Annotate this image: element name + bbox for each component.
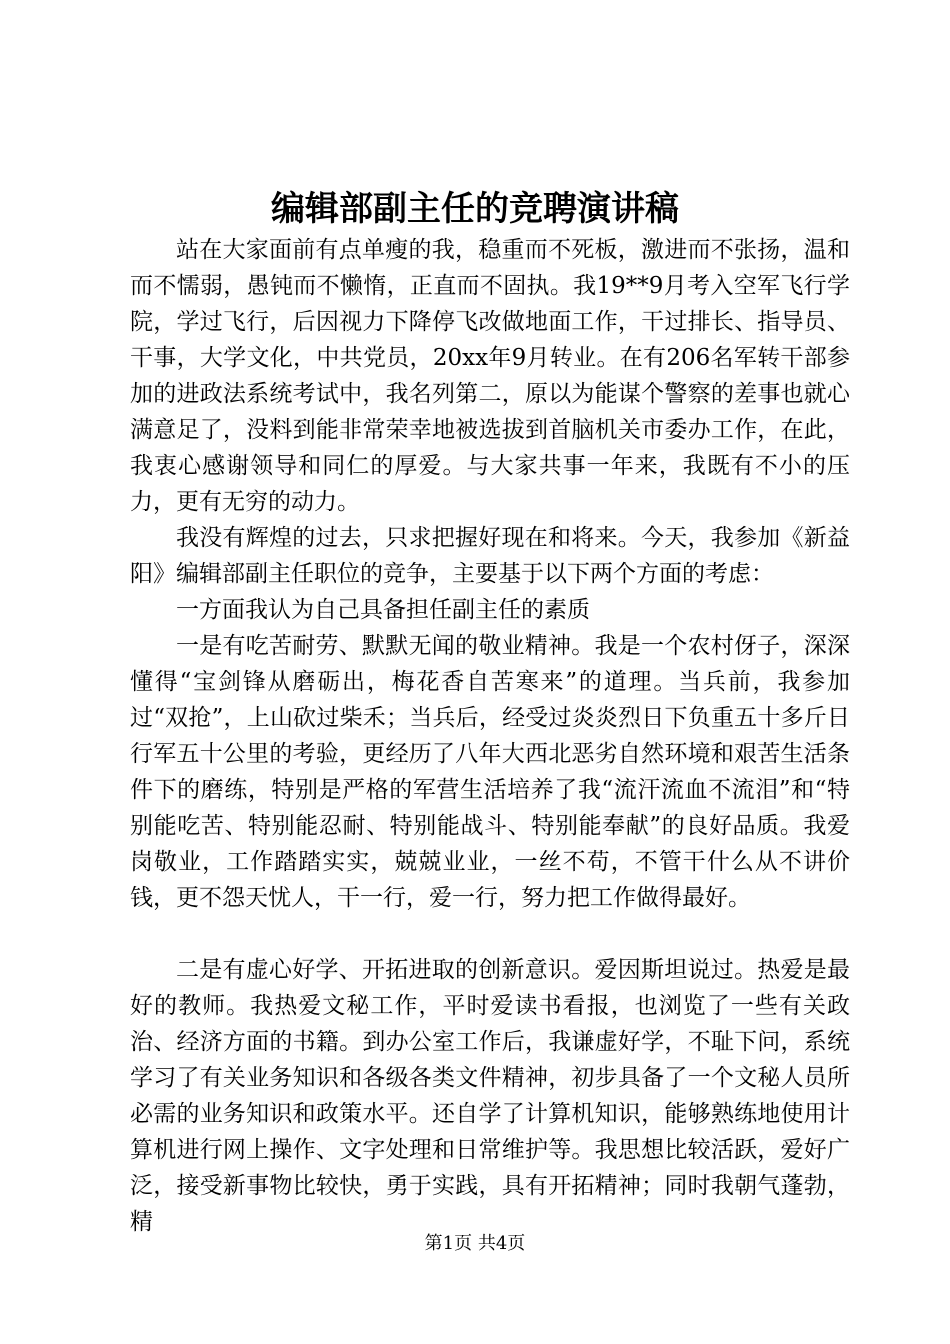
document-body	[130, 232, 850, 1240]
page-number-footer: 第1页 共4页	[424, 1233, 526, 1254]
paragraph-point-one: 一是有吃苦耐劳、默默无闻的敬业精神。我是一个农村伢子，深深懂得“宝剑锋从磨砺出，梅花香自苦寒来”的道理。当兵前，我参加过“双抢”，上山砍过柴禾；当兵后，经受过炎炎烈日下负重五十多斤日行军五十公里的考验，更经历了八年大西北恶劣自然环境和艰苦生活条件下的磨练，特别是严格的军营生活培养了我“流汗流血不流泪”和“特别能吃苦、特别能忍耐、特别能战斗、特别能奉献”的良好品质。我爱岗敬业，工作踏踏实实，兢兢业业，一丝不苟，不管干什么从不讲价钱，更不怨天忧人，干一行，爱一行，努力把工作做得最好。	[130, 633, 850, 911]
paragraph-section-heading: 一方面我认为自己具备担任副主任的素质	[176, 597, 590, 623]
paragraph-motivation: 我没有辉煌的过去，只求把握好现在和将来。今天，我参加《新益阳》编辑部副主任职位的竞争，主要基于以下两个方面的考虑：	[130, 525, 850, 587]
paragraph-intro: 站在大家面前有点单瘦的我，稳重而不死板，激进而不张扬，温和而不懦弱，愚钝而不懒惰，正直而不固执。我19**9月考入空军飞行学院，学过飞行，后因视力下降停飞改做地面工作，干过排长、指导员、干事，大学文化，中共党员，20xx年9月转业。在有206名军转干部参加的进政法系统考试中，我名列第二，原以为能谋个警察的差事也就心满意足了，没料到能非常荣幸地被选拔到首脑机关市委办工作，在此，我衷心感谢领导和同仁的厚爱。与大家共事一年来，我既有不小的压力，更有无穷的动力。	[130, 237, 850, 515]
paragraph-point-two: 二是有虚心好学、开拓进取的创新意识。爱因斯坦说过。热爱是最好的教师。我热爱文秘工作，平时爱读书看报，也浏览了一些有关政治、经济方面的书籍。到办公室工作后，我谦虚好学，不耻下问，系统学习了有关业务知识和各级各类文件精神，初步具备了一个文秘人员所必需的业务知识和政策水平。还自学了计算机知识，能够熟练地使用计算机进行网上操作、文字处理和日常维护等。我思想比较活跃，爱好广泛，接受新事物比较快，勇于实践，具有开拓精神；同时我朝气蓬勃，精	[130, 957, 850, 1235]
document-title: 编辑部副主任的竞聘演讲稿	[271, 189, 679, 229]
